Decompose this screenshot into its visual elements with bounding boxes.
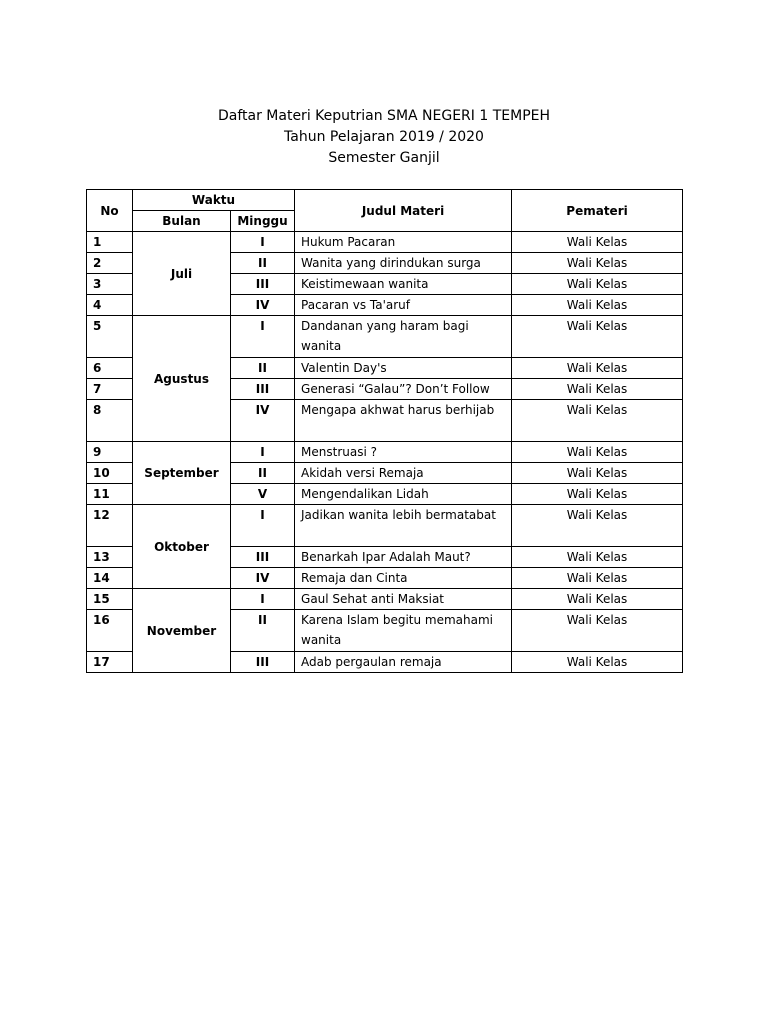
cell-speaker: Wali Kelas [512,568,683,589]
table-row [87,589,683,610]
cell-week: III [231,547,295,568]
cell-no: 4 [87,295,133,316]
cell-no: 13 [87,547,133,568]
cell-month: November [133,589,231,673]
cell-topic: Gaul Sehat anti Maksiat [295,589,512,610]
header-pemateri: Pemateri [512,190,683,232]
cell-topic: Pacaran vs Ta'aruf [295,295,512,316]
cell-week: II [231,463,295,484]
header-judul-materi: Judul Materi [295,190,512,232]
cell-no: 1 [87,232,133,253]
cell-topic: Wanita yang dirindukan surga [295,253,512,274]
cell-no: 14 [87,568,133,589]
cell-week: III [231,652,295,673]
cell-week: IV [231,568,295,589]
cell-topic: Mengendalikan Lidah [295,484,512,505]
cell-topic: Valentin Day's [295,358,512,379]
cell-speaker: Wali Kelas [512,253,683,274]
cell-no: 15 [87,589,133,610]
cell-topic: Adab pergaulan remaja [295,652,512,673]
cell-week: II [231,358,295,379]
cell-week: I [231,589,295,610]
document-title [0,106,768,169]
cell-month: September [133,442,231,505]
cell-no: 3 [87,274,133,295]
cell-no: 9 [87,442,133,463]
cell-topic: Keistimewaan wanita [295,274,512,295]
cell-no: 12 [87,505,133,547]
title-line-1: Daftar Materi Keputrian SMA NEGERI 1 TEMPEH [217,108,551,124]
cell-no: 8 [87,400,133,442]
cell-speaker: Wali Kelas [512,400,683,442]
cell-week: II [231,610,295,652]
cell-week: I [231,232,295,253]
cell-speaker: Wali Kelas [512,379,683,400]
cell-no: 6 [87,358,133,379]
header-minggu: Minggu [231,211,295,232]
cell-speaker: Wali Kelas [512,484,683,505]
table-row [87,505,683,547]
cell-topic: Benarkah Ipar Adalah Maut? [295,547,512,568]
cell-speaker: Wali Kelas [512,589,683,610]
header-waktu: Waktu [133,190,295,211]
cell-week: IV [231,295,295,316]
cell-no: 10 [87,463,133,484]
title-line-2: Tahun Pelajaran 2019 / 2020 [284,129,484,145]
title-line-3: Semester Ganjil [328,150,440,166]
table-row [87,232,683,253]
cell-speaker: Wali Kelas [512,358,683,379]
cell-speaker: Wali Kelas [512,442,683,463]
cell-topic: Generasi “Galau”? Don’t Follow [295,379,512,400]
cell-topic: Mengapa akhwat harus berhijab [295,400,512,442]
cell-week: III [231,379,295,400]
header-no: No [87,190,133,232]
table-header [87,190,683,232]
materi-table [86,189,683,673]
cell-no: 11 [87,484,133,505]
header-bulan: Bulan [133,211,231,232]
table-row [87,316,683,358]
cell-no: 2 [87,253,133,274]
cell-week: IV [231,400,295,442]
table-row [87,442,683,463]
cell-month: Agustus [133,316,231,442]
cell-week: III [231,274,295,295]
cell-no: 17 [87,652,133,673]
cell-month: Oktober [133,505,231,589]
cell-month: Juli [133,232,231,316]
cell-no: 7 [87,379,133,400]
cell-speaker: Wali Kelas [512,316,683,358]
cell-speaker: Wali Kelas [512,274,683,295]
cell-topic: Akidah versi Remaja [295,463,512,484]
cell-speaker: Wali Kelas [512,547,683,568]
cell-week: I [231,442,295,463]
cell-speaker: Wali Kelas [512,463,683,484]
cell-topic: Hukum Pacaran [295,232,512,253]
cell-speaker: Wali Kelas [512,505,683,547]
cell-topic: Menstruasi ? [295,442,512,463]
cell-week: V [231,484,295,505]
cell-no: 5 [87,316,133,358]
cell-speaker: Wali Kelas [512,652,683,673]
cell-no: 16 [87,610,133,652]
cell-week: I [231,505,295,547]
cell-speaker: Wali Kelas [512,232,683,253]
table-body [87,232,683,673]
cell-topic: Karena Islam begitu memahami wanita [295,610,512,652]
cell-speaker: Wali Kelas [512,295,683,316]
cell-week: II [231,253,295,274]
cell-topic: Jadikan wanita lebih bermatabat [295,505,512,547]
cell-week: I [231,316,295,358]
cell-speaker: Wali Kelas [512,610,683,652]
cell-topic: Remaja dan Cinta [295,568,512,589]
cell-topic: Dandanan yang haram bagi wanita [295,316,512,358]
